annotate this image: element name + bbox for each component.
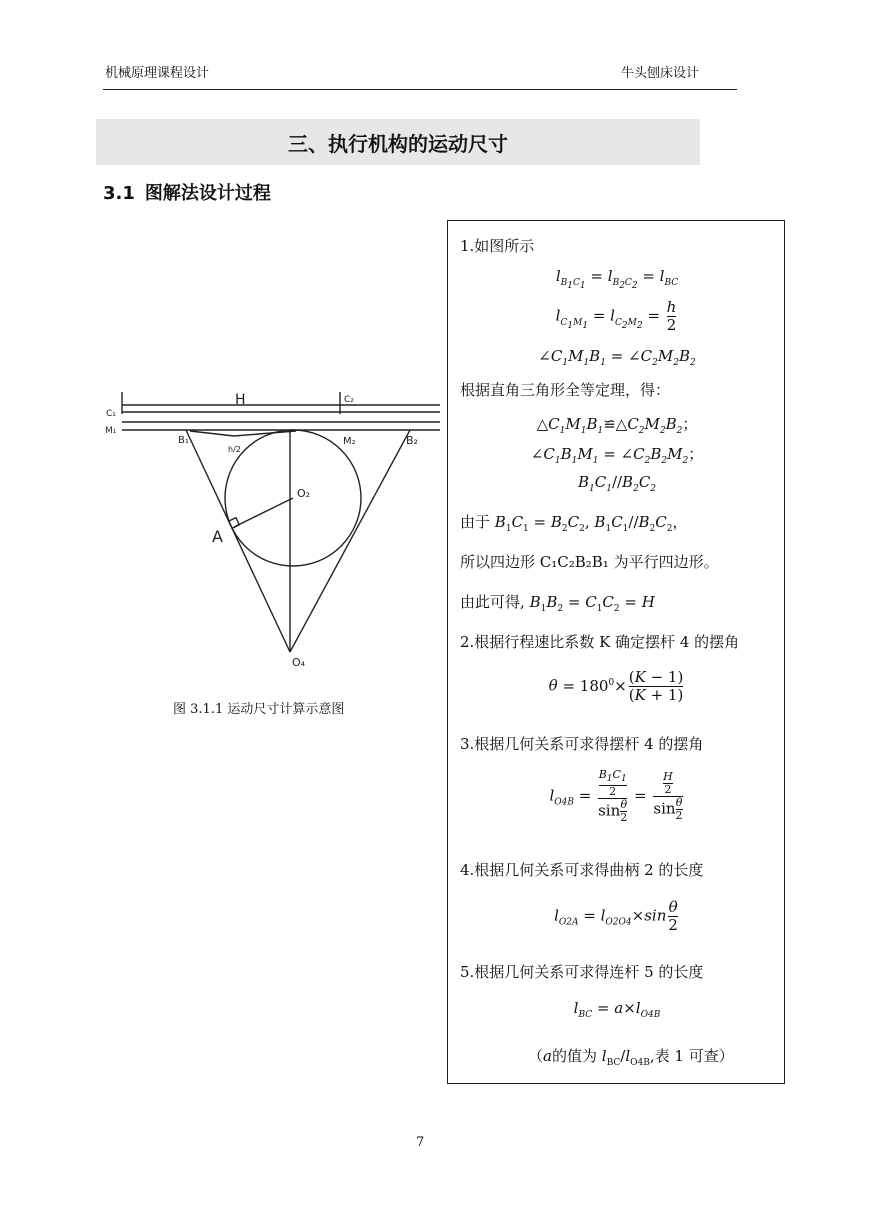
eq-angle-2: $\angle C_1B_1M_1$ = $\angle C_2B_2M_2$； — [530, 445, 704, 466]
header-right: 牛头刨床设计 — [621, 66, 700, 81]
label-C1: C₁ — [106, 409, 116, 419]
mechanism-diagram — [100, 382, 445, 682]
section-title: 图解法设计过程 — [144, 183, 271, 204]
page-number: 7 — [416, 1135, 425, 1150]
eq-theta: $\theta = 180^0\times$ $\frac{(K - 1)}{(K + 1)}$ — [548, 668, 684, 704]
since-line: 由于 $B_1C_1 = B_2C_2$, $B_1C_1//B_2C_2$， — [460, 513, 688, 534]
section-heading — [103, 179, 271, 205]
label-O2: O₂ — [297, 487, 311, 500]
label-B2: B₂ — [406, 434, 418, 447]
note-line: （a的值为 $l_{BC}/l_{O4B}$,表 1 可查） — [528, 1047, 734, 1068]
step-3: 3.根据几何关系可求得摆杆 4 的摆角 — [460, 735, 704, 753]
step-1: 1.如图所示 — [460, 237, 535, 255]
header-left: 机械原理课程设计 — [105, 66, 210, 81]
label-O4: O₄ — [292, 656, 306, 669]
parallelogram-text: 所以四边形 C₁C₂B₂B₁ 为平行四边形。 — [460, 553, 719, 571]
hence-prefix: 由此可得, — [460, 593, 525, 611]
section-number: 3.1 — [103, 183, 135, 204]
label-M1: M₁ — [105, 426, 117, 436]
label-A: A — [212, 527, 223, 546]
hence-line: 由此可得, $B_1B_2 = C_1C_2 = H$ — [460, 593, 655, 614]
step-5: 5.根据几何关系可求得连杆 5 的长度 — [460, 963, 704, 981]
eq-parallel: $B_1C_1//B_2C_2$ — [577, 473, 657, 494]
eq-congruent: $\triangle C_1M_1B_1≌\triangle C_2M_2B_2$； — [536, 415, 698, 436]
eq-lo2a: $l_{O2A} = l_{O2O4}\times\sin$ $\frac{\theta}{2}$ — [554, 898, 678, 934]
chapter-title: 三、执行机构的运动尺寸 — [96, 119, 700, 165]
theorem-text: 根据直角三角形全等定理，得： — [460, 381, 671, 399]
eq-angle-1: $\angle C_1M_1B_1$ = $\angle C_2M_2B_2$ — [538, 347, 696, 368]
step-2: 2.根据行程速比系数 K 确定摆杆 4 的摆角 — [460, 633, 740, 651]
label-H: H — [235, 392, 246, 408]
eq-lcm: $l_{C_1M_1} = l_{C_2M_2}$ = $\frac{h}{2}$ — [555, 298, 677, 334]
label-C2: C₂ — [344, 395, 354, 405]
since-prefix: 由于 — [460, 513, 491, 531]
step-4: 4.根据几何关系可求得曲柄 2 的长度 — [460, 861, 704, 879]
label-M2: M₂ — [343, 436, 356, 447]
header-rule — [103, 89, 737, 90]
note-a: a — [543, 1047, 552, 1065]
eq-lbc-2: $l_{BC} = a\times l_{O4B}$ — [573, 999, 661, 1020]
derivation-box — [447, 220, 785, 1084]
label-h2: h/2 — [228, 445, 241, 454]
note-end: ,表 1 可查） — [649, 1047, 734, 1065]
label-B1: B₁ — [178, 435, 189, 446]
eq-lo4b: $l_{O4B}$ = $\frac{B_1C_1}{2}$ sin $\frac{\theta}{2}$ = $\frac{H}{2}$ sin $\frac{\theta}{2}$ — [549, 768, 683, 825]
figure-caption: 图 3.1.1 运动尺寸计算示意图 — [173, 702, 345, 717]
eq-lbc: $l_{B_1C_1} = l_{B_2C_2} = l_{BC}$ — [555, 267, 679, 291]
note-mid: 的值为 — [551, 1047, 597, 1065]
